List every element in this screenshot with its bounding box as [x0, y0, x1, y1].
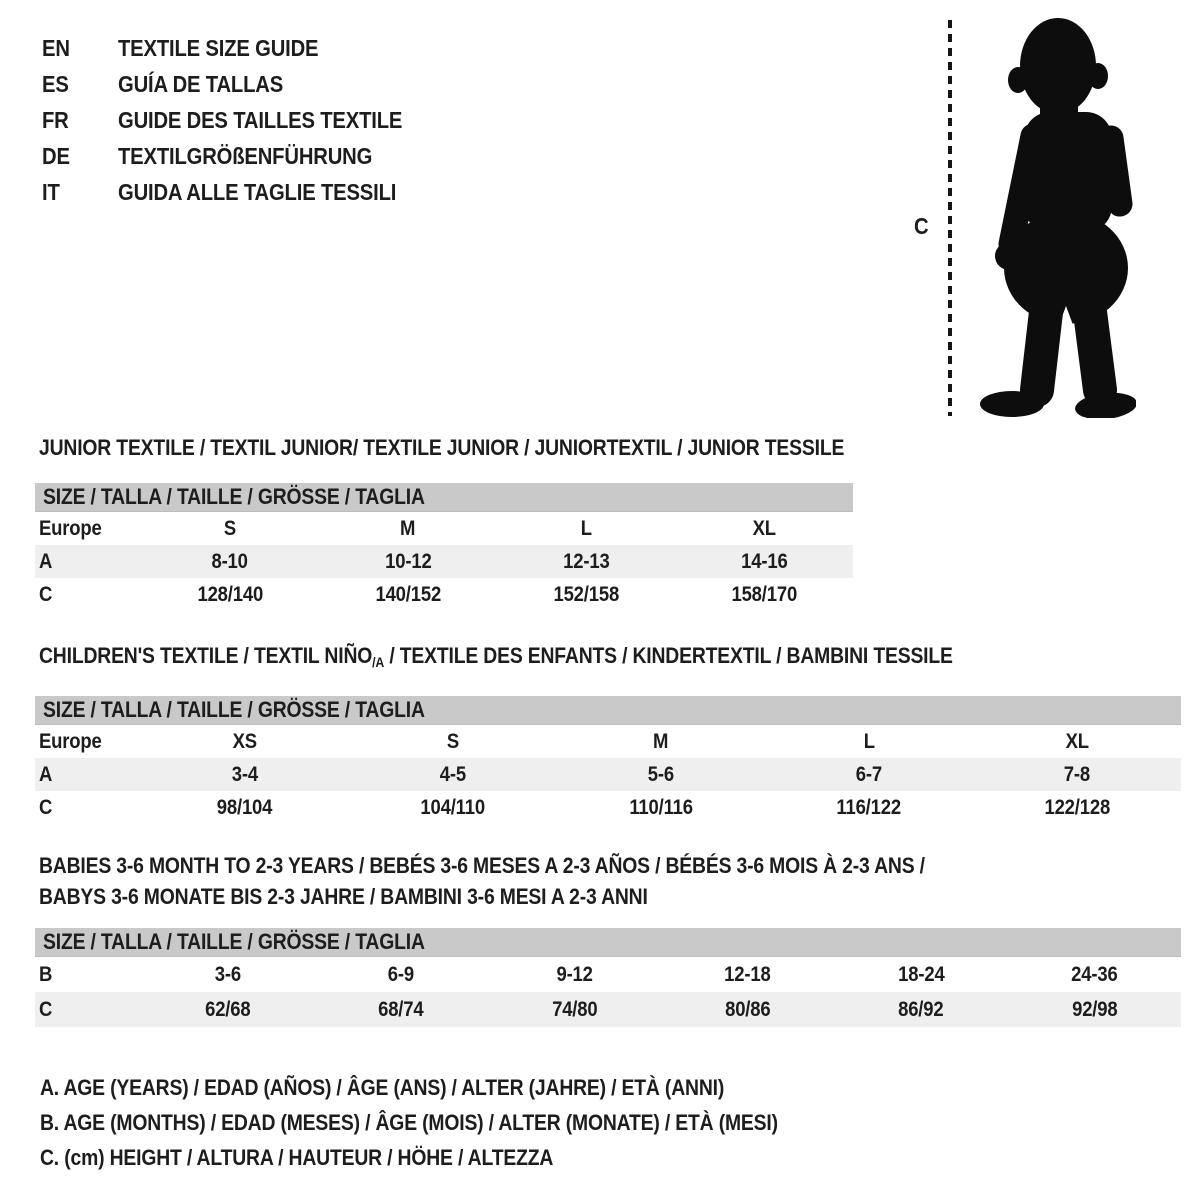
- height-cell: 122/128: [1044, 795, 1110, 819]
- age-cell: 8-10: [211, 549, 249, 573]
- height-cell: 98/104: [217, 795, 273, 819]
- height-cell: 152/158: [553, 582, 619, 606]
- height-cell: 68/74: [378, 997, 424, 1021]
- lang-title: GUIDA ALLE TAGLIE TESSILI: [118, 178, 397, 205]
- junior-size-header-bar: SIZE / TALLA / TAILLE / GRÖSSE / TAGLIA: [35, 483, 853, 512]
- babies-section-title: BABIES 3-6 MONTH TO 2-3 YEARS / BEBÉS 3-6 MESES A 2-3 AÑOS / BÉBÉS 3-6 MOIS À 2-3 ANS / BABYS 3-6 MONATE BIS 2-3 JAHRE / BAMBINI 3-6 MESI A 2-3 ANNI: [39, 853, 925, 909]
- age-cell: 6-9: [387, 962, 415, 986]
- table-row: [35, 791, 1181, 824]
- lang-code: ES: [42, 70, 69, 97]
- language-title-list: [42, 30, 441, 210]
- lang-code: IT: [42, 178, 60, 205]
- row-label: C: [39, 997, 53, 1021]
- lang-row-en: [42, 30, 441, 66]
- table-row: [35, 725, 1181, 758]
- height-cell: 116/122: [836, 795, 902, 819]
- height-cell: 74/80: [551, 997, 597, 1021]
- lang-code: FR: [42, 106, 69, 133]
- table-row: [35, 758, 1181, 791]
- legend-line-a: A. AGE (YEARS) / EDAD (AÑOS) / ÂGE (ANS) / ALTER (JAHRE) / ETÀ (ANNI): [40, 1075, 725, 1100]
- size-cell: M: [653, 729, 669, 753]
- lang-title: GUÍA DE TALLAS: [118, 70, 284, 97]
- lang-row-fr: [42, 102, 441, 138]
- lang-code: EN: [42, 34, 70, 61]
- measurement-legend: [40, 1070, 878, 1175]
- age-cell: 3-6: [214, 962, 241, 986]
- size-cell: XL: [752, 516, 776, 540]
- height-cell: 80/86: [724, 997, 771, 1021]
- size-cell: S: [446, 729, 460, 753]
- height-cell: 62/68: [204, 997, 251, 1021]
- section-childrens-textile: [35, 644, 1181, 824]
- children-section-title: CHILDREN'S TEXTILE / TEXTIL NIÑO/A / TEXTILE DES ENFANTS / KINDERTEXTIL / BAMBINI TESSILE: [39, 643, 953, 670]
- lang-code: DE: [42, 142, 70, 169]
- age-cell: 12-18: [724, 962, 771, 986]
- height-cell: 104/110: [420, 795, 486, 819]
- age-cell: 9-12: [556, 962, 593, 986]
- height-cell: 92/98: [1071, 997, 1117, 1021]
- row-label: C: [39, 582, 53, 606]
- row-label: A: [39, 549, 53, 573]
- section-junior-textile: [35, 436, 853, 611]
- children-size-header-bar: SIZE / TALLA / TAILLE / GRÖSSE / TAGLIA: [35, 696, 1181, 725]
- size-cell: XL: [1065, 729, 1089, 753]
- lang-row-es: [42, 66, 441, 102]
- lang-title: TEXTILE SIZE GUIDE: [118, 34, 319, 61]
- age-cell: 12-13: [562, 549, 610, 573]
- size-cell: L: [580, 516, 592, 540]
- size-cell: XS: [232, 729, 258, 753]
- age-cell: 3-4: [231, 762, 259, 786]
- lang-row-de: [42, 138, 441, 174]
- height-measure-label-c: C: [914, 213, 929, 239]
- size-cell: L: [863, 729, 875, 753]
- size-cell: S: [223, 516, 237, 540]
- age-cell: 14-16: [740, 549, 788, 573]
- row-label: B: [39, 962, 53, 986]
- age-cell: 5-6: [647, 762, 675, 786]
- table-row: [35, 578, 853, 611]
- row-label: Europe: [39, 729, 102, 753]
- age-cell: 7-8: [1063, 762, 1091, 786]
- junior-section-title: JUNIOR TEXTILE / TEXTIL JUNIOR/ TEXTILE JUNIOR / JUNIORTEXTIL / JUNIOR TESSILE: [39, 435, 845, 460]
- age-cell: 6-7: [855, 762, 883, 786]
- row-label: A: [39, 762, 53, 786]
- height-cell: 110/116: [629, 795, 693, 819]
- babies-size-header-bar: SIZE / TALLA / TAILLE / GRÖSSE / TAGLIA: [35, 928, 1181, 957]
- height-cell: 128/140: [197, 582, 263, 606]
- lang-title: GUIDE DES TAILLES TEXTILE: [118, 106, 403, 133]
- table-row: [35, 957, 1181, 992]
- age-cell: 18-24: [897, 962, 945, 986]
- table-row: [35, 992, 1181, 1027]
- age-cell: 24-36: [1071, 962, 1118, 986]
- table-row: [35, 512, 853, 545]
- legend-line-b: B. AGE (MONTHS) / EDAD (MESES) / ÂGE (MOIS) / ALTER (MONATE) / ETÀ (MESI): [40, 1110, 778, 1135]
- age-cell: 10-12: [384, 549, 432, 573]
- height-cell: 140/152: [375, 582, 441, 606]
- section-babies-textile: [35, 850, 1181, 1027]
- table-row: [35, 545, 853, 578]
- lang-row-it: [42, 174, 441, 210]
- lang-title: TEXTILGRÖßENFÜHRUNG: [118, 142, 373, 169]
- legend-line-c: C. (cm) HEIGHT / ALTURA / HAUTEUR / HÖHE / ALTEZZA: [40, 1145, 554, 1170]
- row-label: Europe: [39, 516, 102, 540]
- size-cell: M: [400, 516, 416, 540]
- height-cell: 86/92: [898, 997, 944, 1021]
- height-cell: 158/170: [731, 582, 797, 606]
- toddler-silhouette-icon: [970, 16, 1136, 418]
- title-subscript: /A: [372, 654, 385, 670]
- height-dashed-line: [948, 20, 952, 416]
- row-label: C: [39, 795, 53, 819]
- age-cell: 4-5: [439, 762, 467, 786]
